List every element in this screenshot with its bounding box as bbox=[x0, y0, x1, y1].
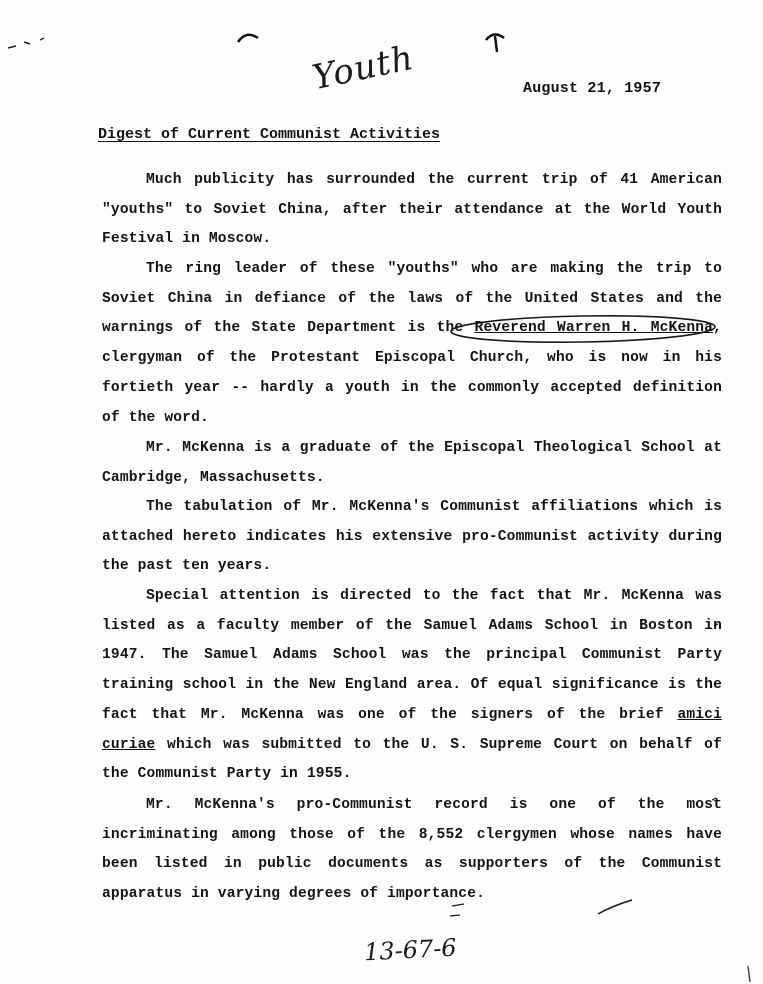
paragraph-6: Mr. McKenna's pro-Communist record is one of the most incriminating among those of the 8,552 clergymen whose names have been listed in public documents as supporters of the Communist apparatus in varying degrees of importance. bbox=[102, 797, 722, 903]
handwritten-page-number: 13-67-6 bbox=[363, 933, 458, 967]
underlined-term: amici curiae bbox=[102, 706, 722, 753]
circled-name: Reverend Warren H. McKenna bbox=[474, 320, 714, 337]
paragraph-2-text-a: The ring leader of these "youths" who are making the trip to Soviet China in defiance of the laws of the United States and the warnings of the State Department is the bbox=[102, 261, 722, 337]
paragraph-5-text-b: which was submitted to the U. S. Supreme Court on behalf of the Communist Party in 1955. bbox=[102, 736, 722, 783]
paragraph-5-text-a: Special attention is directed to the fact that Mr. McKenna was listed as a faculty member of the Samuel Adams School in Boston in 1947. The Samuel Adams School was the principal Communist Party training school in the New England area. Of equal significance is the fact that Mr. McKenna was one of the signers of the brief bbox=[102, 588, 722, 723]
paragraph-5 bbox=[102, 582, 722, 790]
document-date: August 21, 1957 bbox=[523, 80, 662, 97]
paragraph-2 bbox=[102, 255, 722, 433]
paragraph-3: Mr. McKenna is a graduate of the Episcopal Theological School at Cambridge, Massachusetts. bbox=[102, 440, 722, 486]
handwritten-annotation: Youth bbox=[308, 37, 418, 99]
paragraph-4: The tabulation of Mr. McKenna's Communist affiliations which is attached hereto indicates his extensive pro-Communist activity during the past ten years. bbox=[102, 499, 722, 575]
document-title: Digest of Current Communist Activities bbox=[98, 126, 441, 143]
paragraph-2-text-b: , clergyman of the Protestant Episcopal Church, who is now in his fortieth year -- hardly a youth in the commonly accepted definition of the word. bbox=[102, 320, 722, 426]
paragraph-1: Much publicity has surrounded the current trip of 41 American "youths" to Soviet China, after their attendance at the World Youth Festival in Moscow. bbox=[102, 172, 722, 248]
